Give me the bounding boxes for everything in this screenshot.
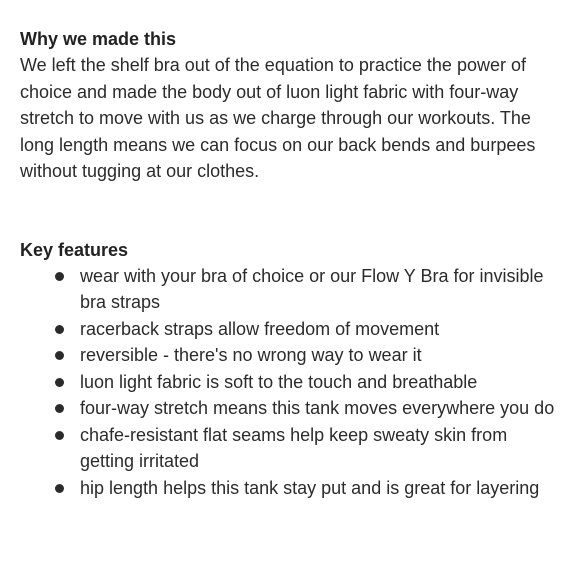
bullet-icon (55, 351, 64, 360)
feature-text: reversible - there's no wrong way to wear it (80, 345, 422, 365)
feature-text: wear with your bra of choice or our Flow Y Bra for invisible bra straps (80, 265, 544, 312)
feature-text: four-way stretch means this tank moves everywhere you do (80, 398, 555, 418)
list-item (80, 369, 560, 396)
feature-text: chafe-resistant flat seams help keep sweaty skin from getting irritated (80, 424, 508, 471)
feature-list (20, 263, 560, 502)
list-item (80, 422, 560, 475)
bullet-icon (55, 378, 64, 387)
list-item (80, 475, 560, 502)
list-item (80, 342, 560, 369)
bullet-icon (55, 272, 64, 281)
why-paragraph: We left the shelf bra out of the equation to practice the power of choice and made the body out of luon light fabric with four-way stretch to move with us as we charge through our workouts. The long length means we can focus on our back bends and burpees without tugging at our clothes. (20, 55, 536, 181)
feature-text: racerback straps allow freedom of movement (80, 318, 440, 339)
bullet-icon (55, 431, 64, 440)
features-heading: Key features (20, 239, 129, 260)
list-item (80, 395, 560, 422)
bullet-icon (55, 484, 64, 493)
feature-text: luon light fabric is soft to the touch and breathable (80, 371, 478, 392)
feature-text: hip length helps this tank stay put and is great for layering (80, 477, 540, 498)
list-item (80, 263, 560, 316)
bullet-icon (55, 325, 64, 334)
why-heading: Why we made this (20, 29, 177, 49)
list-item (80, 316, 560, 343)
bullet-icon (55, 404, 64, 413)
section-spacer (20, 185, 560, 237)
product-details (20, 26, 560, 501)
